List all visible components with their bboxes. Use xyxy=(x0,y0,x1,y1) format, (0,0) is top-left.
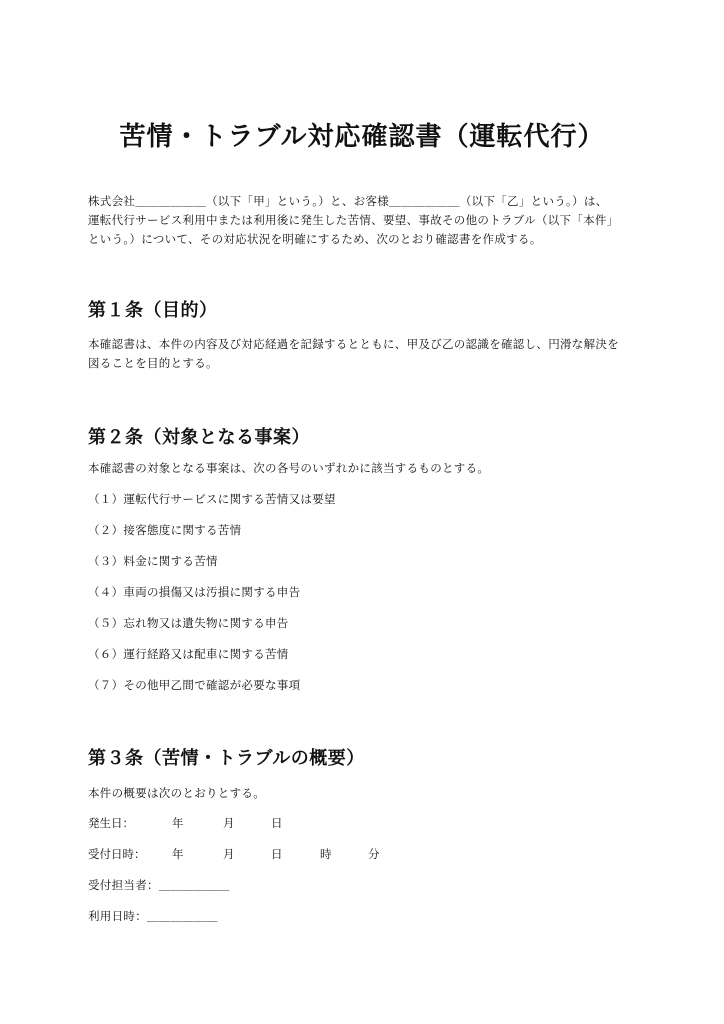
article-1-heading: 第１条（目的） xyxy=(88,300,218,321)
occurrence-date-month: 月 xyxy=(223,816,235,830)
article-2-item-1: （１）運転代行サービスに関する苦情又は要望 xyxy=(88,492,336,506)
occurrence-date-label: 発生日： xyxy=(88,816,134,830)
article-2-intro: 本確認書の対象となる事案は、次の各号のいずれかに該当するものとする。 xyxy=(88,461,490,475)
occurrence-date-day: 日 xyxy=(271,816,283,830)
article-2-item-5: （５）忘れ物又は遺失物に関する申告 xyxy=(88,616,289,630)
preamble-line-3: という。）について、その対応状況を明確にするため、次のとおり確認書を作成する。 xyxy=(88,232,542,246)
usage-datetime-field: 利用日時：＿＿＿＿＿＿ xyxy=(88,909,218,923)
reception-datetime-minute: 分 xyxy=(368,847,380,861)
document-title: 苦情・トラブル対応確認書（運転代行） xyxy=(119,122,605,152)
reception-datetime-label: 受付日時： xyxy=(88,847,146,861)
article-1-body-line-1: 本確認書は、本件の内容及び対応経過を記録するとともに、甲及び乙の認識を確認し、円滑な解決を xyxy=(88,337,619,351)
article-1-body-line-2: 図ることを目的とする。 xyxy=(88,356,218,370)
preamble-line-1: 株式会社＿＿＿＿＿＿（以下「甲」という。）と、お客様＿＿＿＿＿＿（以下「乙」という。）は、 xyxy=(88,194,608,208)
reception-datetime-month: 月 xyxy=(223,847,235,861)
article-2-item-3: （３）料金に関する苦情 xyxy=(88,554,218,568)
reception-datetime-day: 日 xyxy=(271,847,283,861)
reception-datetime-year: 年 xyxy=(172,847,184,861)
article-2-item-7: （７）その他甲乙間で確認が必要な事項 xyxy=(88,678,301,692)
preamble-line-2: 運転代行サービス利用中または利用後に発生した苦情、要望、事故その他のトラブル（以下「本件」 xyxy=(88,213,619,227)
article-3-heading: 第３条（苦情・トラブルの概要） xyxy=(88,748,365,769)
reception-datetime-hour: 時 xyxy=(320,847,332,861)
article-2-item-6: （６）運行経路又は配車に関する苦情 xyxy=(88,647,289,661)
article-2-heading: 第２条（対象となる事案） xyxy=(88,427,310,448)
article-1-body xyxy=(88,335,648,373)
reception-staff-field: 受付担当者：＿＿＿＿＿＿ xyxy=(88,878,230,892)
preamble-paragraph xyxy=(88,192,648,249)
occurrence-date-field xyxy=(88,815,408,831)
article-3-intro: 本件の概要は次のとおりとする。 xyxy=(88,786,265,800)
reception-datetime-field xyxy=(88,846,408,862)
article-2-item-4: （４）車両の損傷又は汚損に関する申告 xyxy=(88,585,301,599)
occurrence-date-year: 年 xyxy=(172,816,184,830)
article-2-item-2: （２）接客態度に関する苦情 xyxy=(88,523,242,537)
